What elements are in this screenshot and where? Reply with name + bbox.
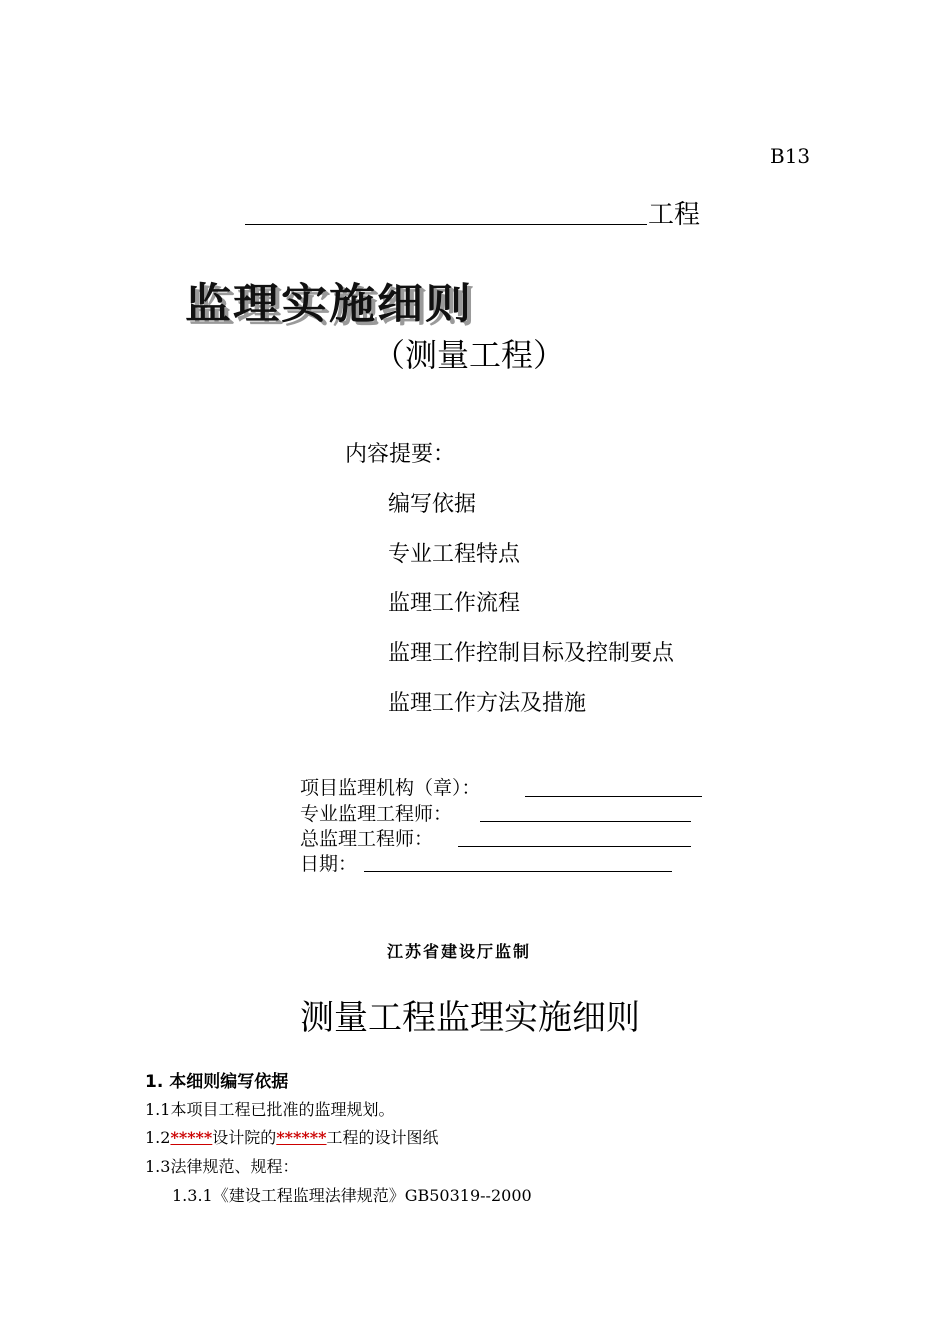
paragraph-1-2-suffix: 工程的设计图纸: [326, 1128, 439, 1147]
signature-specialist-label: 专业监理工程师：: [300, 803, 453, 825]
issuer-label: 江苏省建设厅监制: [387, 942, 532, 961]
summary-item-control-targets: 监理工作控制目标及控制要点: [388, 641, 675, 666]
signature-date-line: [364, 871, 672, 872]
form-code: B13: [770, 144, 811, 168]
cover-main-title: 监理实施细则: [185, 278, 473, 328]
project-name-blank: [245, 194, 647, 225]
signature-org-line: [525, 796, 702, 797]
placeholder-mark-design-institute: *****: [170, 1128, 213, 1147]
paragraph-1-2: [145, 1125, 439, 1148]
summary-item-basis: 编写依据: [388, 492, 477, 517]
signature-specialist-line: [480, 821, 691, 822]
section-heading: 1. 本细则编写依据: [145, 1072, 289, 1092]
document-title: 测量工程监理实施细则: [300, 998, 640, 1038]
paragraph-1-3: 1.3法律规范、规程：: [145, 1157, 299, 1176]
cover-subtitle: （测量工程）: [373, 336, 566, 374]
paragraph-1-1: 1.1本项目工程已批准的监理规划。: [145, 1100, 395, 1119]
summary-item-features: 专业工程特点: [388, 542, 521, 567]
placeholder-mark-project: ******: [276, 1128, 327, 1147]
signature-chief-label: 总监理工程师：: [300, 828, 434, 850]
summary-heading: 内容提要：: [345, 442, 456, 467]
project-suffix: 工程: [648, 200, 701, 230]
paragraph-1-3-1: 1.3.1《建设工程监理法律规范》GB50319--2000: [172, 1186, 532, 1205]
paragraph-1-2-mid: 设计院的: [212, 1128, 277, 1147]
signature-org-label: 项目监理机构（章）：: [300, 777, 481, 799]
summary-item-workflow: 监理工作流程: [388, 591, 521, 616]
paragraph-1-2-prefix: 1.2: [145, 1128, 171, 1147]
summary-item-methods: 监理工作方法及措施: [388, 691, 587, 716]
signature-chief-line: [458, 846, 691, 847]
signature-date-label: 日期：: [300, 853, 358, 875]
